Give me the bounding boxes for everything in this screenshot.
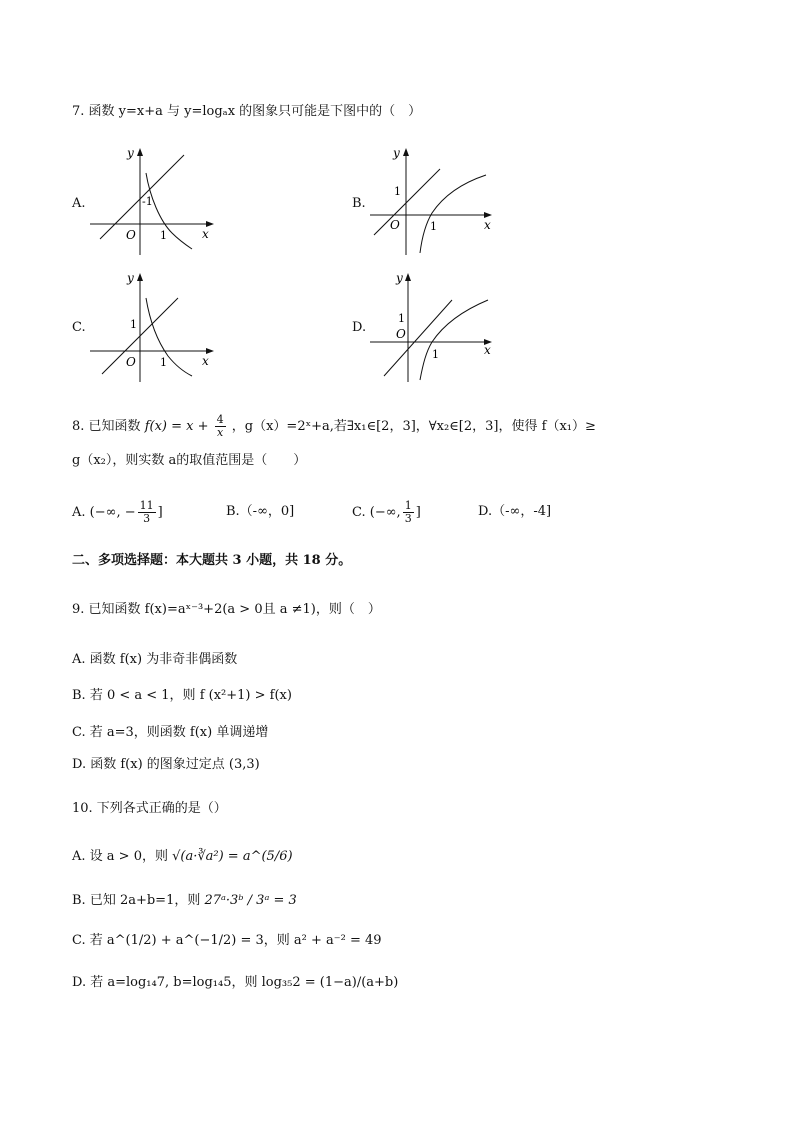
q10-option-d: D. 若 a=log₁₄7, b=log₁₄5，则 log₃₅2 = (1−a)/(a+b): [72, 975, 399, 990]
tick-1-label: 1: [160, 229, 167, 242]
q7-graph-b: [370, 145, 500, 255]
q9-option-b: B. 若 0 < a < 1，则 f (x²+1) > f(x): [72, 688, 292, 703]
q10-stem: 10. 下列各式正确的是（）: [72, 801, 227, 816]
q8-option-b: B.（-∞，0]: [226, 504, 295, 519]
q9-stem: 9. 已知函数 f(x)=aˣ⁻³+2(a > 0且 a ≠1)，则（ ）: [72, 602, 381, 617]
tick-1-y-label: 1: [130, 318, 137, 331]
frac-numerator: 11: [139, 499, 154, 512]
q7-option-a-label: A.: [72, 196, 86, 211]
opt-a-label: A.: [72, 505, 86, 520]
q8-option-a: A. (−∞, − $\frac{11}{3}$ ]: [72, 499, 163, 525]
q7-option-c-label: C.: [72, 320, 86, 335]
axis-y-label: y: [396, 271, 403, 285]
frac-denominator: 3: [143, 512, 151, 525]
opt-a-fraction: [138, 500, 156, 525]
q7-graph-c: [90, 270, 220, 382]
q8-stem-start: 8. 已知函数: [72, 419, 141, 434]
q8-line2: g（x₂），则实数 a的取值范围是（ ）: [72, 453, 307, 468]
q8-fx: f(x) = x +: [144, 419, 209, 434]
q8-line1: [72, 414, 596, 439]
q9-option-d: D. 函数 f(x) 的图象过定点 (3,3): [72, 757, 260, 772]
q7-graph-d: [370, 270, 500, 382]
tick-1-label: 1: [430, 220, 437, 233]
q7-stem: 7. 函数 y=x+a 与 y=logₐx 的图象只可能是下图中的（ ）: [72, 104, 422, 119]
q7-option-d-label: D.: [352, 320, 367, 335]
q7-option-b-label: B.: [352, 196, 366, 211]
axis-y-label: y: [393, 146, 400, 160]
axis-y-label: y: [127, 271, 134, 285]
q10-a-expression: √(a·∛a²) = a^(5/6): [172, 849, 293, 864]
q10-b-text: B. 已知 2a+b=1，则: [72, 893, 201, 908]
q9-option-a: A. 函数 f(x) 为非奇非偶函数: [72, 652, 238, 667]
q8-fraction: [215, 414, 226, 439]
opt-c-label: C.: [352, 505, 366, 520]
frac-numerator: 1: [404, 499, 412, 512]
q9-option-c: C. 若 a=3，则函数 f(x) 单调递增: [72, 725, 269, 740]
q10-a-text: A. 设 a > 0，则: [72, 849, 168, 864]
axis-x-label: x: [484, 218, 491, 232]
axis-x-label: x: [202, 354, 209, 368]
q8-stem-mid: ，g（x）=2ˣ+a,若∃x₁∈[2，3]，∀x₂∈[2，3]，使得: [231, 419, 538, 434]
origin-label: O: [126, 355, 136, 369]
q8-option-c: C. (−∞, $\frac{1}{3}$ ]: [352, 499, 421, 525]
q8-stem-end: f（x₁）≥: [541, 419, 596, 434]
q8-option-d: D.（-∞，-4]: [478, 504, 552, 519]
q7-graph-a: [90, 145, 220, 255]
frac-denominator: x: [217, 426, 224, 439]
frac-numerator: 4: [216, 413, 224, 426]
frac-denominator: 3: [404, 512, 412, 525]
q10-b-expression: 27ᵃ·3ᵇ / 3ᵃ = 3: [204, 893, 297, 908]
tick-neg1-label: -1: [142, 195, 153, 208]
opt-c-fraction: [403, 500, 414, 525]
q10-option-b: [72, 892, 297, 910]
axis-x-label: x: [484, 343, 491, 357]
section-heading: 二、多项选择题：本大题共 3 小题，共 18 分。: [72, 553, 352, 568]
q10-option-c: C. 若 a^(1/2) + a^(−1/2) = 3，则 a² + a⁻² = 49: [72, 933, 382, 948]
tick-1-label: 1: [160, 356, 167, 369]
tick-1-y-label: 1: [398, 312, 405, 325]
axis-y-label: y: [127, 146, 134, 160]
origin-label: O: [390, 218, 400, 232]
tick-1-label: 1: [432, 348, 439, 361]
origin-label: O: [126, 228, 136, 242]
axis-x-label: x: [202, 227, 209, 241]
tick-1-y-label: 1: [394, 185, 401, 198]
q10-option-a: [72, 848, 293, 866]
origin-label: O: [396, 327, 406, 341]
